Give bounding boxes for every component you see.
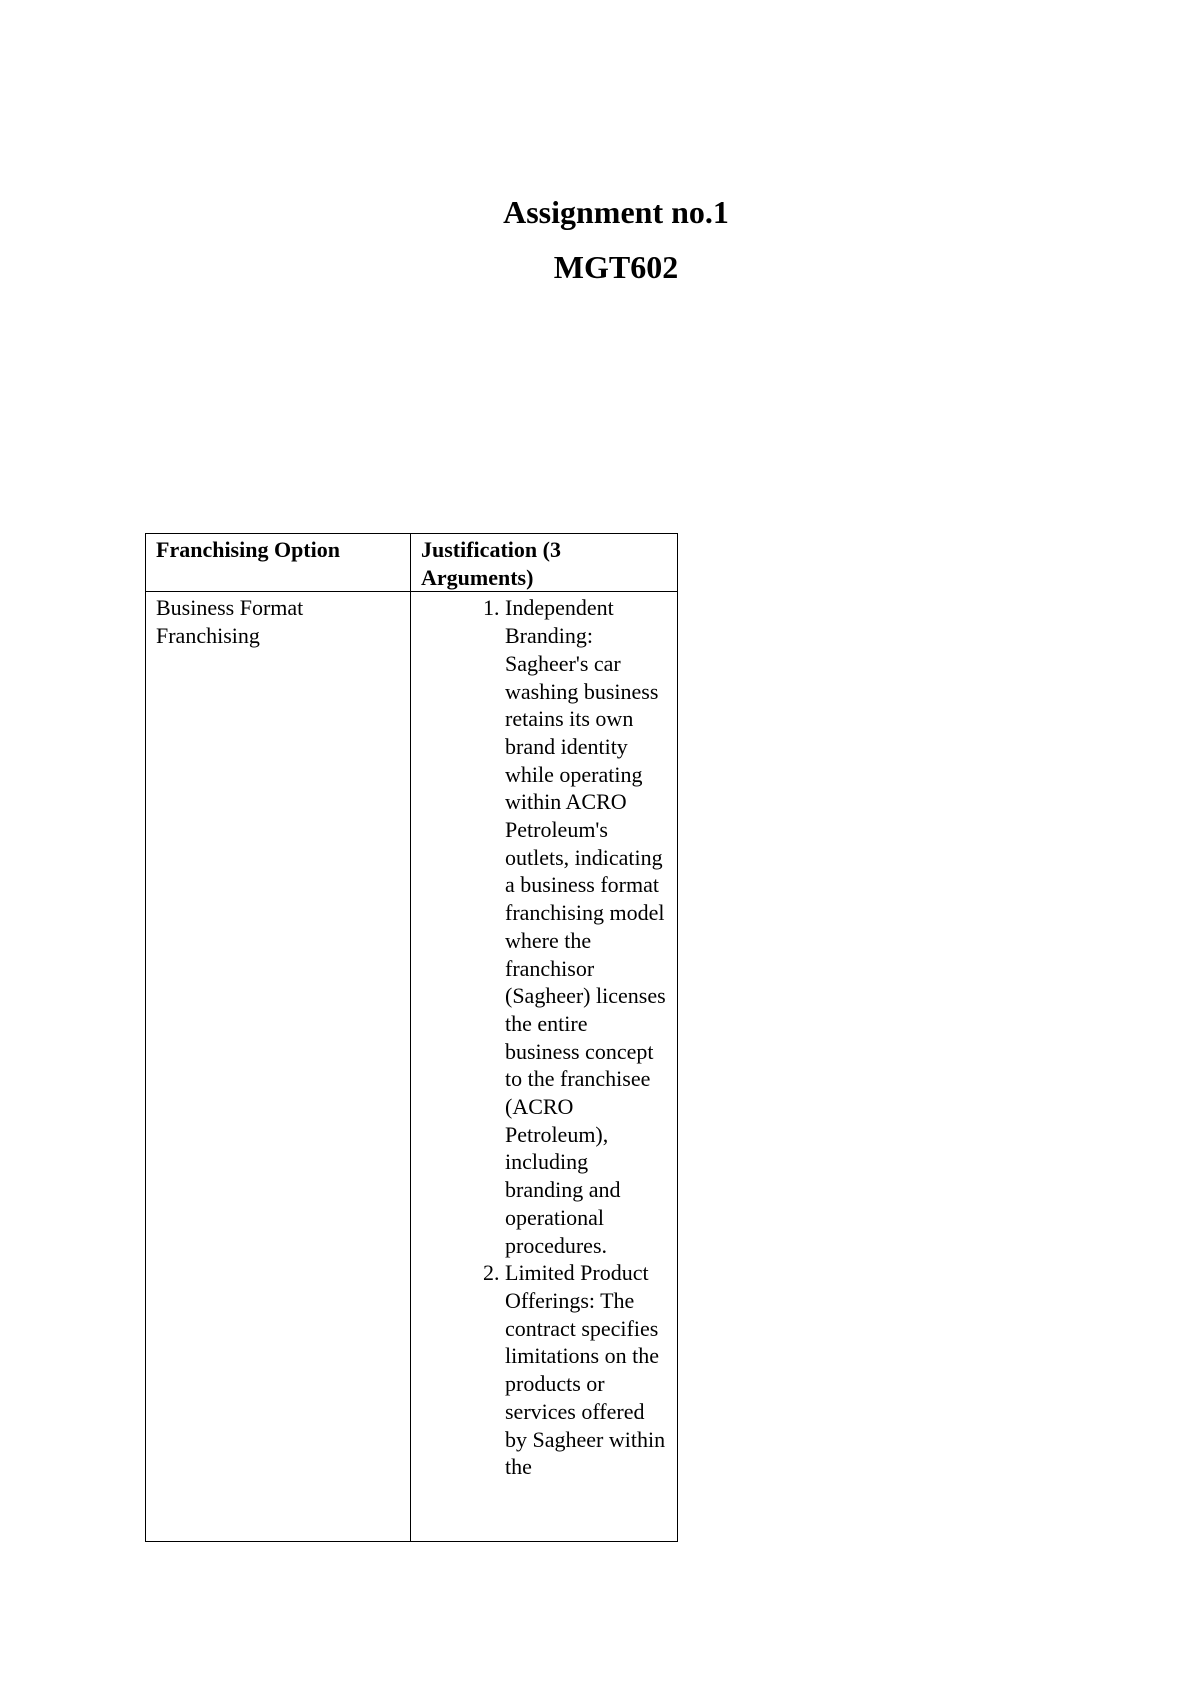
cell-franchising-option: Business Format Franchising [146, 592, 411, 1542]
header-justification: Justification (3 Arguments) [411, 534, 678, 592]
header-franchising-option: Franchising Option [146, 534, 411, 592]
cell-justification [411, 592, 678, 1542]
list-item: 1. Independent Branding: Sagheer's car washing business retains its own brand identity while operating within ACRO Petroleum's outlets, indicating a business format franchising model where the franchisor (Sagheer) licenses the entire business concept to the franchisee (ACRO Petroleum), including branding and operational procedures. [505, 594, 667, 1259]
franchising-table [145, 533, 678, 1542]
table-row [146, 592, 678, 1542]
course-code: MGT602 [553, 249, 679, 285]
list-item: 2. Limited Product Offerings: The contract specifies limitations on the products or services offered by Sagheer within the [505, 1259, 667, 1481]
document-title: Assignment no.1 [503, 194, 729, 230]
justification-list [421, 594, 667, 1481]
table-header-row [146, 534, 678, 592]
